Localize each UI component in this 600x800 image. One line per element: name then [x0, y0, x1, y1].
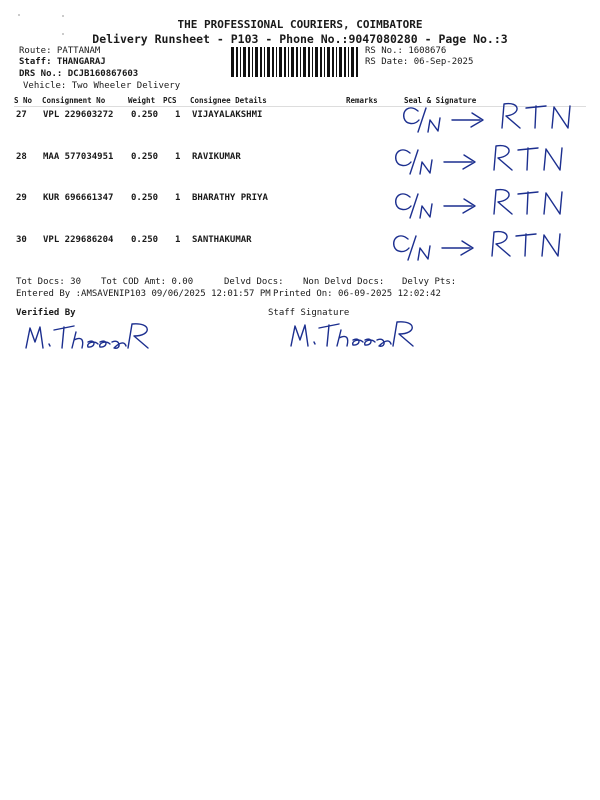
signature-stroke: [314, 342, 315, 344]
pen-stroke: [544, 148, 562, 170]
barcode-bar: [236, 47, 238, 77]
col-header-remarks: Remarks: [346, 96, 378, 105]
total-cod-amount: Tot COD Amt: 0.00: [101, 277, 194, 287]
barcode-bar: [243, 47, 246, 77]
signature-stroke: [49, 344, 50, 346]
barcode-bar: [252, 47, 253, 77]
barcode-image: [230, 47, 360, 77]
runsheet-title: Delivery Runsheet - P103 - Phone No.:9047080280 - Page No.:3: [92, 32, 508, 46]
scan-speck: [18, 14, 20, 16]
scan-speck: [62, 15, 64, 17]
col-header-weight: Weight: [128, 96, 156, 105]
pen-stroke: [418, 246, 430, 260]
barcode-bar: [308, 47, 310, 77]
col-header-seal: Seal & Signature: [404, 96, 477, 105]
pen-stroke: [494, 146, 512, 170]
barcode-bar: [336, 47, 337, 77]
pen-stroke: [494, 190, 512, 214]
signature-stroke: [26, 327, 43, 348]
non-delivered-docs: Non Delvd Docs:: [303, 277, 385, 287]
delivered-docs: Delvd Docs:: [224, 277, 284, 287]
barcode-bar: [324, 47, 325, 77]
barcode-bar: [255, 47, 258, 77]
barcode-bar: [296, 47, 298, 77]
rs-number: RS No.: 1608676: [365, 46, 447, 56]
vehicle-label: Vehicle: Two Wheeler Delivery: [23, 81, 181, 91]
signature-stroke: [291, 325, 308, 346]
barcode-bar: [279, 47, 282, 77]
pen-stroke: [396, 150, 411, 166]
barcode-bar: [291, 47, 294, 77]
signature-stroke: [72, 332, 83, 348]
drs-number: DRS No.: DCJB160867603: [19, 69, 139, 79]
printed-on: Printed On: 06-09-2025 12:02:42: [273, 289, 441, 299]
barcode-bar: [332, 47, 334, 77]
pen-stroke: [396, 194, 411, 210]
barcode-bar: [240, 47, 241, 77]
pen-stroke: [428, 118, 440, 132]
cell-sno: 28: [16, 152, 27, 162]
pen-stroke: [404, 108, 419, 124]
pen-stroke: [492, 232, 510, 256]
barcode-bar: [339, 47, 342, 77]
col-header-pcs: PCS: [163, 96, 177, 105]
barcode-bar: [303, 47, 306, 77]
pen-stroke: [394, 236, 409, 252]
barcode-bar: [272, 47, 274, 77]
entered-by: Entered By :AMSAVENIP103 09/06/2025 12:01:57 PM: [16, 289, 271, 299]
barcode-bar: [284, 47, 286, 77]
pen-stroke: [516, 234, 536, 256]
pen-stroke: [542, 234, 560, 256]
col-header-sno: S No: [14, 96, 33, 105]
pen-stroke: [420, 204, 432, 218]
cell-consignment: KUR 696661347: [43, 193, 114, 203]
barcode-bar: [356, 47, 358, 77]
cell-pcs: 1: [175, 152, 181, 162]
cell-weight: 0.250: [131, 152, 159, 162]
pen-stroke: [552, 106, 570, 128]
cell-pcs: 1: [175, 193, 181, 203]
signature-stroke: [100, 341, 110, 347]
pen-stroke: [544, 192, 562, 214]
pen-stroke: [420, 160, 432, 174]
col-header-consignee: Consignee Details: [190, 96, 267, 105]
cell-sno: 27: [16, 110, 27, 120]
cell-sno: 30: [16, 235, 27, 245]
cell-consignee: VIJAYALAKSHMI: [192, 110, 263, 120]
cell-consignment: VPL 229603272: [43, 110, 114, 120]
cell-pcs: 1: [175, 110, 181, 120]
barcode-bar: [288, 47, 289, 77]
cell-weight: 0.250: [131, 110, 159, 120]
barcode-bar: [315, 47, 318, 77]
staff-signature-label: Staff Signature: [268, 308, 350, 318]
cell-sno: 29: [16, 193, 27, 203]
barcode-bar: [348, 47, 349, 77]
total-docs: Tot Docs: 30: [16, 277, 82, 287]
pen-stroke: [518, 148, 538, 170]
cell-pcs: 1: [175, 235, 181, 245]
cell-consignee: SANTHAKUMAR: [192, 235, 252, 245]
cell-consignee: BHARATHY PRIYA: [192, 193, 268, 203]
barcode-bar: [344, 47, 346, 77]
signature-stroke: [319, 324, 339, 346]
barcode-bar: [260, 47, 262, 77]
verifier-signature: [22, 318, 162, 354]
barcode-bar: [267, 47, 270, 77]
signature-stroke: [393, 322, 413, 346]
signature-stroke: [365, 339, 375, 345]
route-label: Route: PATTANAM: [19, 46, 101, 56]
cell-consignment: VPL 229686204: [43, 235, 114, 245]
barcode-bar: [351, 47, 354, 77]
delivery-points: Delvy Pts:: [402, 277, 457, 287]
signature-stroke: [337, 330, 348, 346]
staff-signature: [287, 316, 427, 352]
signature-stroke: [54, 326, 74, 348]
cell-consignment: MAA 577034951: [43, 152, 114, 162]
signature-stroke: [88, 341, 98, 347]
cell-weight: 0.250: [131, 193, 159, 203]
company-name: THE PROFESSIONAL COURIERS, COIMBATORE: [177, 18, 423, 31]
handwritten-return-marks: [380, 98, 590, 270]
barcode-bar: [327, 47, 330, 77]
rs-date: RS Date: 06-Sep-2025: [365, 57, 474, 67]
barcode-bar: [320, 47, 322, 77]
verified-by-label: Verified By: [16, 308, 76, 318]
pen-stroke: [502, 104, 520, 128]
barcode-bar: [231, 47, 234, 77]
cell-weight: 0.250: [131, 235, 159, 245]
barcode-bar: [248, 47, 250, 77]
barcode-bar: [264, 47, 265, 77]
barcode-bar: [312, 47, 313, 77]
cell-consignee: RAVIKUMAR: [192, 152, 241, 162]
signature-stroke: [112, 341, 126, 348]
pen-stroke: [526, 106, 546, 128]
signature-stroke: [353, 339, 363, 345]
barcode-bar: [276, 47, 277, 77]
barcode-bar: [300, 47, 301, 77]
col-header-consignment: Consignment No: [42, 96, 106, 105]
pen-stroke: [518, 192, 538, 214]
signature-stroke: [128, 324, 148, 348]
signature-stroke: [377, 339, 391, 346]
staff-label: Staff: THANGARAJ: [19, 57, 106, 67]
